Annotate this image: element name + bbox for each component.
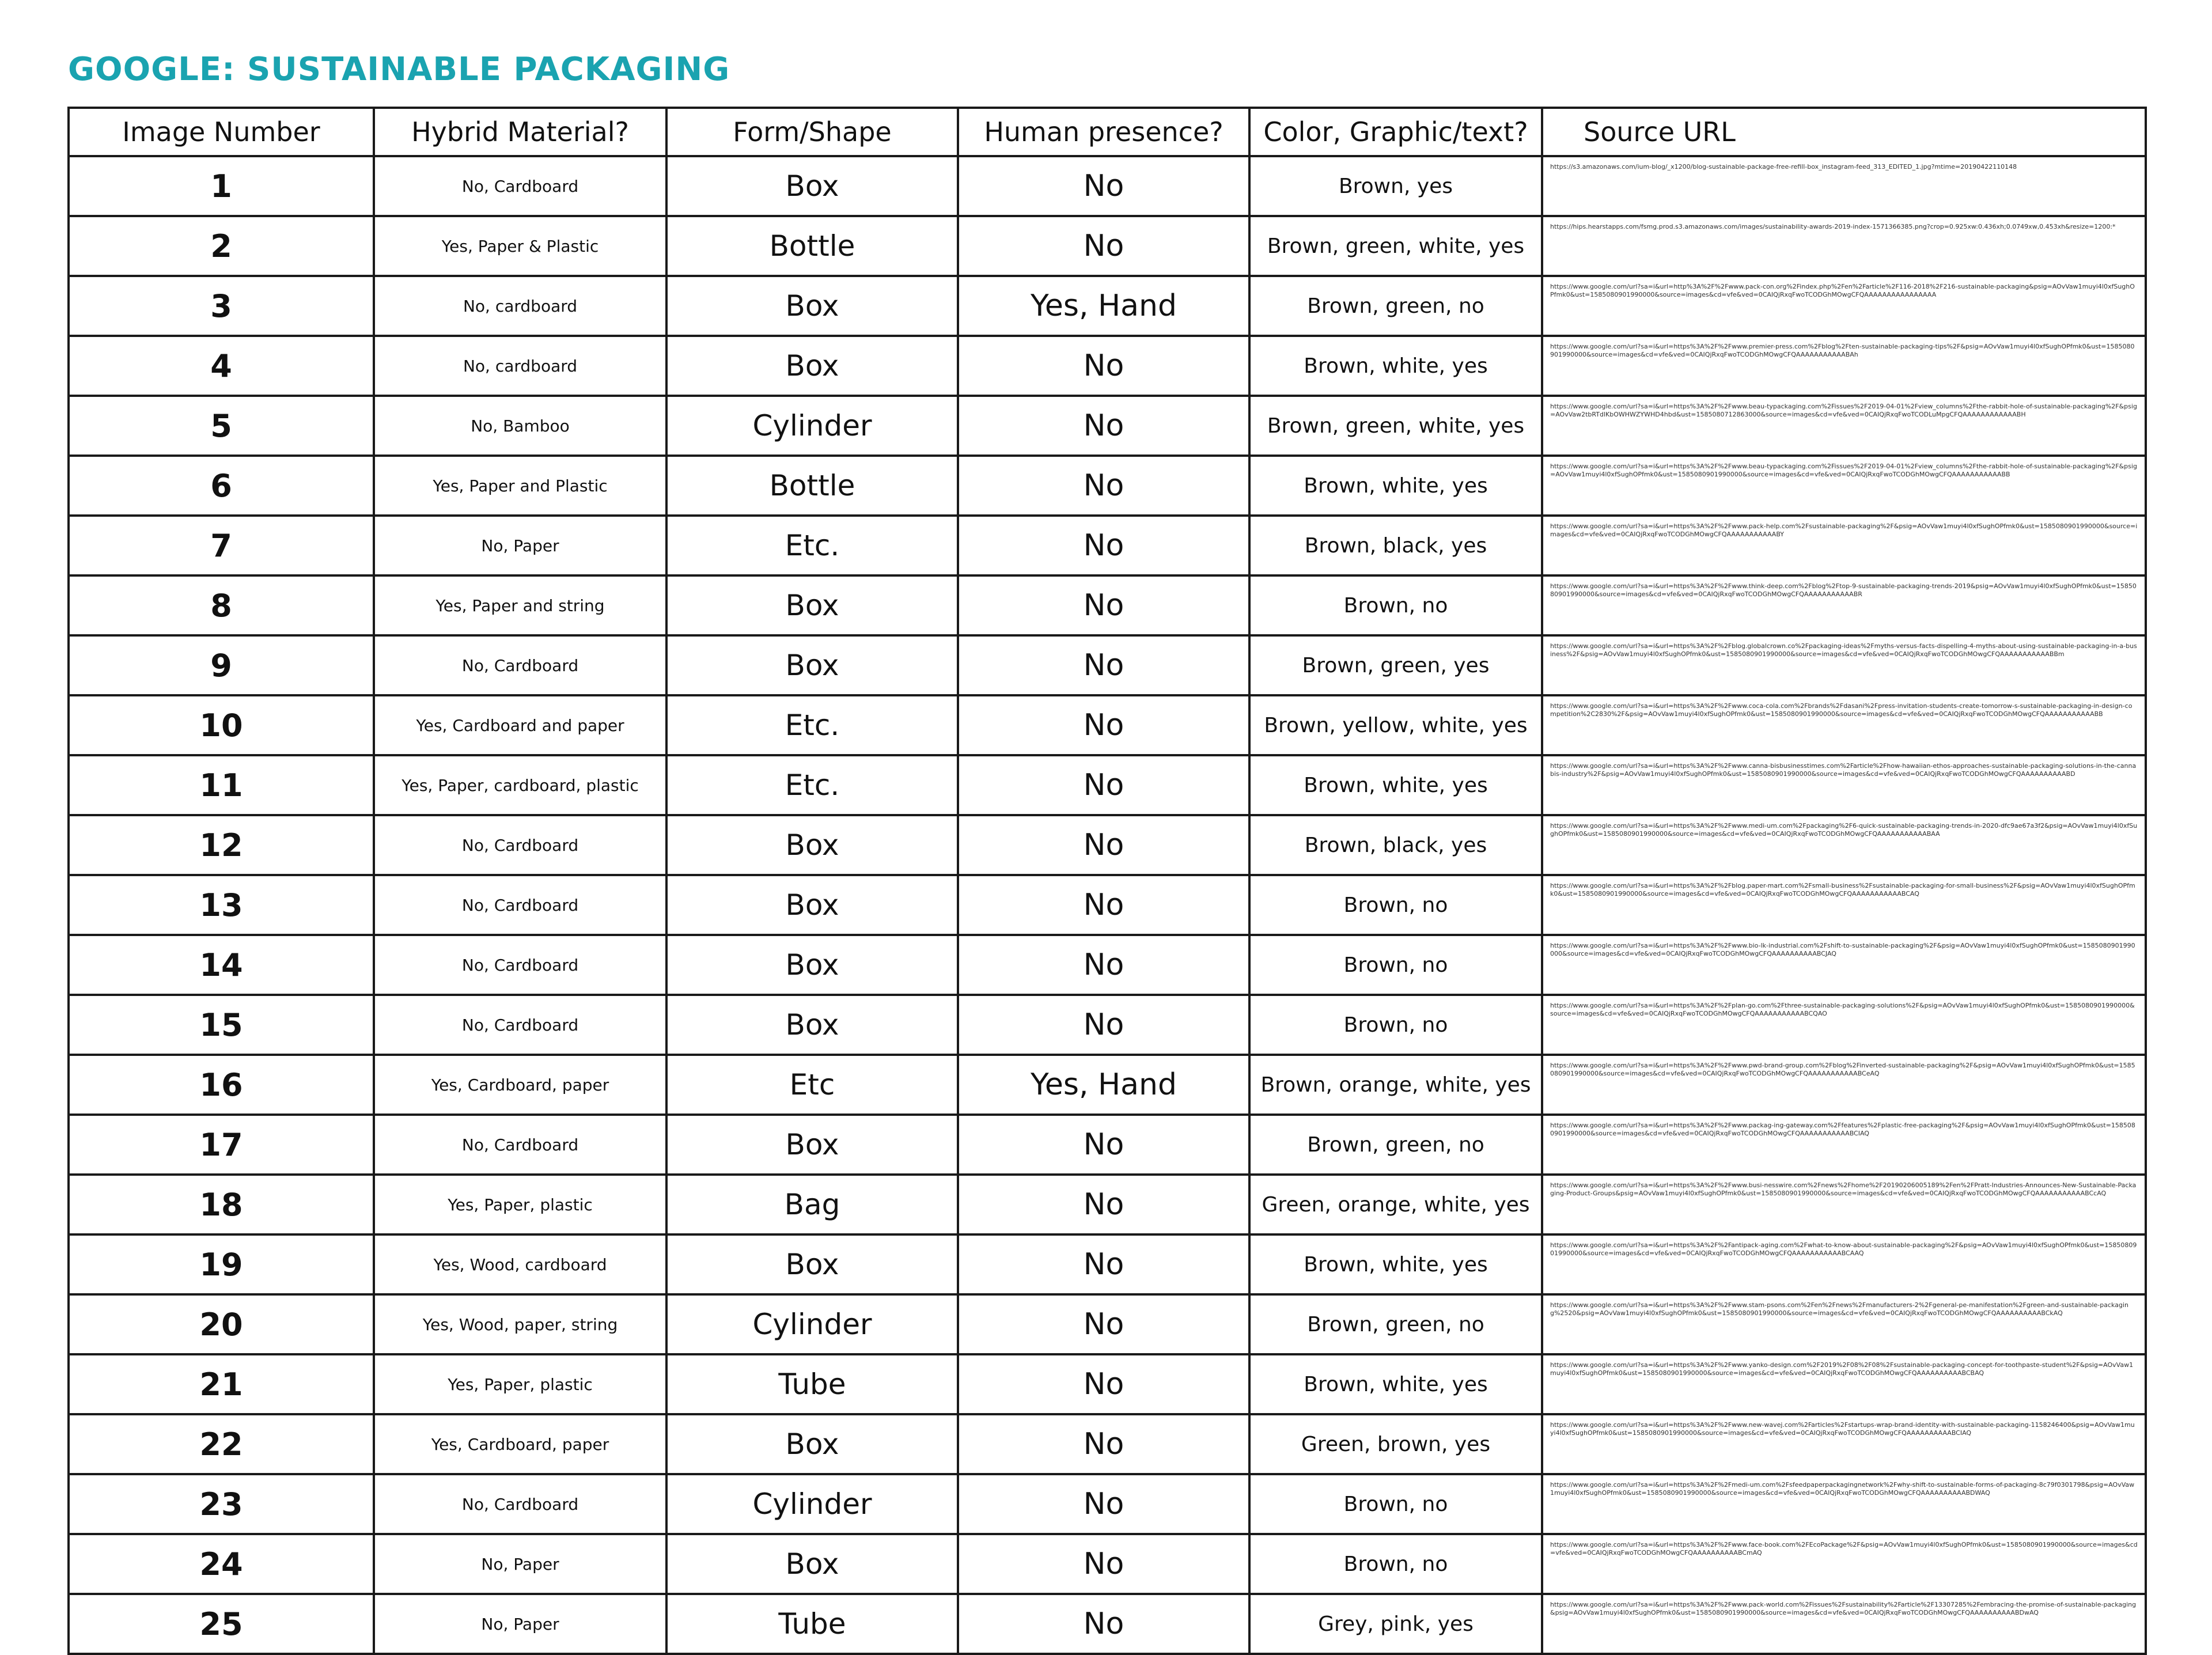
cell-human-presence: No — [958, 995, 1249, 1055]
cell-human-presence: Yes, Hand — [958, 1055, 1249, 1115]
source-url-link[interactable]: https://www.google.com/url?sa=i&url=https%3A%2F%2Fwww.coca-cola.com%2Fbrands%2Fdasani%2Fpress-invitation-students-create-tomorrow-s-sustainable-packaging-in-design-competition%2C2830%2F&psig=AOvVaw1muyi4l0xfSughOPfmk0&ust=1585080901990000&source=images&cd=vfe&ved=0CAIQjRxqFwoTCODGhMOwgCFQAAAAAAAAAAABB — [1550, 702, 2133, 718]
source-url-link[interactable]: https://s3.amazonaws.com/ium-blog/_x1200/blog-sustainable-package-free-refill-box_instagram-feed_313_EDITED_1.jpg?mtime=20190422110148 — [1550, 163, 2017, 171]
cell-form-shape: Bottle — [666, 216, 958, 276]
cell-hybrid-material: No, Cardboard — [374, 815, 666, 875]
cell-hybrid-material: No, Cardboard — [374, 995, 666, 1055]
cell-form-shape: Bottle — [666, 456, 958, 516]
cell-image-number: 20 — [69, 1294, 374, 1354]
table-row — [69, 516, 2146, 575]
cell-form-shape: Box — [666, 635, 958, 695]
cell-hybrid-material: Yes, Wood, paper, string — [374, 1294, 666, 1354]
cell-source-url — [1542, 396, 2146, 456]
cell-form-shape: Box — [666, 935, 958, 995]
source-url-link[interactable]: https://www.google.com/url?sa=i&url=https%3A%2F%2Fblog.globalcrown.co%2Fpackaging-ideas%2Fmyths-versus-facts-dispelling-4-myths-about-using-sustainable-packaging-in-a-business%2F&psig=AOvVaw1muyi4l0xfSughOPfmk0&ust=1585080901990000&source=images&cd=vfe&ved=0CAIQjRxqFwoTCODGhMOwgCFQAAAAAAAAAAABBm — [1550, 642, 2137, 658]
cell-human-presence: No — [958, 755, 1249, 815]
source-url-link[interactable]: https://www.google.com/url?sa=i&url=https%3A%2F%2Fwww.new-wavej.com%2Farticles%2Fstartups-wrap-brand-identity-with-sustainable-packaging-1158246400&psig=AOvVaw1muyi4l0xfSughOPfmk0&ust=1585080901990000&source=images&cd=vfe&ved=0CAIQjRxqFwoTCODGhMOwgCFQAAAAAAAAAABCIAQ — [1550, 1421, 2135, 1437]
table-row — [69, 1115, 2146, 1175]
table-row — [69, 1414, 2146, 1474]
header-human-presence: Human presence? — [958, 108, 1249, 156]
cell-image-number: 18 — [69, 1175, 374, 1234]
cell-source-url — [1542, 276, 2146, 336]
cell-color-graphic: Brown, no — [1249, 575, 1542, 635]
cell-hybrid-material: No, Cardboard — [374, 156, 666, 216]
cell-human-presence: No — [958, 695, 1249, 755]
header-form-shape: Form/Shape — [666, 108, 958, 156]
cell-color-graphic: Brown, black, yes — [1249, 516, 1542, 575]
cell-source-url — [1542, 336, 2146, 396]
packaging-table — [67, 107, 2147, 1655]
cell-image-number: 24 — [69, 1534, 374, 1594]
cell-source-url — [1542, 456, 2146, 516]
cell-image-number: 12 — [69, 815, 374, 875]
cell-form-shape: Bag — [666, 1175, 958, 1234]
table-row — [69, 456, 2146, 516]
cell-color-graphic: Brown, no — [1249, 875, 1542, 935]
source-url-link[interactable]: https://www.google.com/url?sa=i&url=https%3A%2F%2Fmedi-um.com%2Fsfeedpaperpackagingnetwork%2Fwhy-shift-to-sustainable-forms-of-packaging-8c79f0301798&psig=AOvVaw1muyi4l0xfSughOPfmk0&ust=1585080901990000&source=images&cd=vfe&ved=0CAIQjRxqFwoTCODGhMOwgCFQAAAAAAAAAABDWAQ — [1550, 1481, 2135, 1497]
cell-human-presence: No — [958, 1594, 1249, 1654]
cell-hybrid-material: No, Cardboard — [374, 935, 666, 995]
cell-hybrid-material: Yes, Paper, cardboard, plastic — [374, 755, 666, 815]
table-row — [69, 935, 2146, 995]
table-row — [69, 575, 2146, 635]
cell-human-presence: No — [958, 1414, 1249, 1474]
cell-hybrid-material: Yes, Cardboard, paper — [374, 1055, 666, 1115]
cell-image-number: 23 — [69, 1474, 374, 1534]
cell-form-shape: Cylinder — [666, 1294, 958, 1354]
source-url-link[interactable]: https://www.google.com/url?sa=i&url=https%3A%2F%2Fwww.packag-ing-gateway.com%2Ffeatures%2Fplastic-free-packaging%2F&psig=AOvVaw1muyi4l0xfSughOPfmk0&ust=1585080901990000&source=images&cd=vfe&ved=0CAIQjRxqFwoTCODGhMOwgCFQAAAAAAAAAAABCIAQ — [1550, 1122, 2135, 1137]
cell-form-shape: Tube — [666, 1354, 958, 1414]
table-row — [69, 1055, 2146, 1115]
cell-hybrid-material: No, cardboard — [374, 276, 666, 336]
table-row — [69, 336, 2146, 396]
cell-source-url — [1542, 755, 2146, 815]
cell-form-shape: Cylinder — [666, 1474, 958, 1534]
cell-source-url — [1542, 1055, 2146, 1115]
source-url-link[interactable]: https://www.google.com/url?sa=i&url=https%3A%2F%2Fwww.stam-psons.com%2Fen%2Fnews%2Fmanufacturers-2%2Fgeneral-pe-manifestation%2Fgreen-and-sustainable-packaging%2520&psig=AOvVaw1muyi4l0xfSughOPfmk0&ust=1585080901990000&source=images&cd=vfe&ved=0CAIQjRxqFwoTCODGhMOwgCFQAAAAAAAAAABCkAQ — [1550, 1301, 2128, 1317]
cell-source-url — [1542, 1234, 2146, 1294]
table-row — [69, 1294, 2146, 1354]
cell-form-shape: Tube — [666, 1594, 958, 1654]
cell-color-graphic: Brown, green, no — [1249, 276, 1542, 336]
cell-image-number: 25 — [69, 1594, 374, 1654]
cell-source-url — [1542, 1474, 2146, 1534]
cell-image-number: 14 — [69, 935, 374, 995]
table-row — [69, 276, 2146, 336]
cell-hybrid-material: No, Cardboard — [374, 1115, 666, 1175]
cell-color-graphic: Brown, no — [1249, 1534, 1542, 1594]
cell-human-presence: No — [958, 575, 1249, 635]
cell-color-graphic: Brown, green, yes — [1249, 635, 1542, 695]
cell-hybrid-material: No, Paper — [374, 516, 666, 575]
cell-source-url — [1542, 156, 2146, 216]
cell-color-graphic: Brown, black, yes — [1249, 815, 1542, 875]
cell-source-url — [1542, 1175, 2146, 1234]
source-url-link[interactable]: https://www.google.com/url?sa=i&url=https%3A%2F%2Fwww.premier-press.com%2Fblog%2Ften-sustainable-packaging-tips%2F&psig=AOvVaw1muyi4l0xfSughOPfmk0&ust=1585080901990000&source=images&cd=vfe&ved=0CAIQjRxqFwoTCODGhMOwgCFQAAAAAAAAAAABAh — [1550, 343, 2135, 358]
cell-color-graphic: Brown, white, yes — [1249, 1354, 1542, 1414]
cell-form-shape: Box — [666, 875, 958, 935]
cell-human-presence: No — [958, 1534, 1249, 1594]
cell-color-graphic: Brown, orange, white, yes — [1249, 1055, 1542, 1115]
cell-color-graphic: Brown, no — [1249, 995, 1542, 1055]
cell-image-number: 11 — [69, 755, 374, 815]
cell-source-url — [1542, 935, 2146, 995]
cell-hybrid-material: Yes, Paper and Plastic — [374, 456, 666, 516]
cell-image-number: 4 — [69, 336, 374, 396]
cell-hybrid-material: Yes, Wood, cardboard — [374, 1234, 666, 1294]
cell-source-url — [1542, 1534, 2146, 1594]
cell-image-number: 22 — [69, 1414, 374, 1474]
table-row — [69, 875, 2146, 935]
table-row — [69, 156, 2146, 216]
cell-form-shape: Box — [666, 815, 958, 875]
cell-human-presence: No — [958, 1234, 1249, 1294]
cell-human-presence: No — [958, 1354, 1249, 1414]
cell-human-presence: No — [958, 336, 1249, 396]
cell-color-graphic: Green, orange, white, yes — [1249, 1175, 1542, 1234]
cell-form-shape: Cylinder — [666, 396, 958, 456]
table-row — [69, 695, 2146, 755]
header-color-graphic: Color, Graphic/text? — [1249, 108, 1542, 156]
table-row — [69, 1594, 2146, 1654]
header-row — [69, 108, 2146, 156]
cell-hybrid-material: Yes, Paper, plastic — [374, 1175, 666, 1234]
cell-human-presence: No — [958, 875, 1249, 935]
cell-color-graphic: Brown, no — [1249, 935, 1542, 995]
cell-form-shape: Box — [666, 1534, 958, 1594]
cell-source-url — [1542, 1594, 2146, 1654]
cell-color-graphic: Brown, green, white, yes — [1249, 396, 1542, 456]
cell-image-number: 15 — [69, 995, 374, 1055]
source-url-link[interactable]: https://www.google.com/url?sa=i&url=https%3A%2F%2Fwww.bio-lk-industrial.com%2Fshift-to-sustainable-packaging%2F&psig=AOvVaw1muyi4l0xfSughOPfmk0&ust=1585080901990000&source=images&cd=vfe&ved=0CAIQjRxqFwoTCODGhMOwgCFQAAAAAAAAAABCJAQ — [1550, 942, 2135, 957]
table-row — [69, 1234, 2146, 1294]
table-row — [69, 1474, 2146, 1534]
cell-form-shape: Box — [666, 1414, 958, 1474]
table-row — [69, 635, 2146, 695]
cell-human-presence: No — [958, 635, 1249, 695]
cell-hybrid-material: Yes, Paper, plastic — [374, 1354, 666, 1414]
cell-hybrid-material: No, Cardboard — [374, 635, 666, 695]
cell-human-presence: Yes, Hand — [958, 276, 1249, 336]
cell-human-presence: No — [958, 456, 1249, 516]
cell-form-shape: Box — [666, 995, 958, 1055]
header-image-number: Image Number — [69, 108, 374, 156]
cell-image-number: 1 — [69, 156, 374, 216]
cell-source-url — [1542, 875, 2146, 935]
cell-image-number: 6 — [69, 456, 374, 516]
cell-form-shape: Etc. — [666, 755, 958, 815]
cell-form-shape: Box — [666, 1115, 958, 1175]
source-url-link[interactable]: https://www.google.com/url?sa=i&url=https%3A%2F%2Fblog.paper-mart.com%2Fsmall-business%2Fsustainable-packaging-for-small-business%2F&psig=AOvVaw1muyi4l0xfSughOPfmk0&ust=1585080901990000&source=images&cd=vfe&ved=0CAIQjRxqFwoTCODGhMOwgCFQAAAAAAAAAAABCAQ — [1550, 882, 2135, 897]
cell-image-number: 8 — [69, 575, 374, 635]
cell-color-graphic: Brown, white, yes — [1249, 456, 1542, 516]
cell-human-presence: No — [958, 516, 1249, 575]
cell-hybrid-material: Yes, Paper & Plastic — [374, 216, 666, 276]
cell-source-url — [1542, 1115, 2146, 1175]
cell-image-number: 13 — [69, 875, 374, 935]
cell-form-shape: Box — [666, 1234, 958, 1294]
source-url-link[interactable]: https://www.google.com/url?sa=i&url=https%3A%2F%2Fwww.pack-world.com%2Fissues%2Fsustainability%2Farticle%2F13307285%2Fembracing-the-promise-of-sustainable-packaging&psig=AOvVaw1muyi4l0xfSughOPfmk0&ust=1585080901990000&source=images&cd=vfe&ved=0CAIQjRxqFwoTCODGhMOwgCFQAAAAAAAAAABDwAQ — [1550, 1601, 2137, 1616]
source-url-link[interactable]: https://www.google.com/url?sa=i&url=https%3A%2F%2Fwww.beau-typackaging.com%2Fissues%2F2019-04-01%2Fview_columns%2Fthe-rabbit-hole-of-sustainable-packaging%2F&psig=AOvVaw2tbRTdlKbOWHWZYWHD4hbd&ust=1585080712863000&source=images&cd=vfe&ved=0CAIQjRxqFwoTCODLuMpgCFQAAAAAAAAAAAABH — [1550, 403, 2137, 418]
source-url-link[interactable]: https://www.google.com/url?sa=i&url=https%3A%2F%2Fwww.pwd-brand-group.com%2Fblog%2Finverted-sustainable-packaging%2F&psig=AOvVaw1muyi4l0xfSughOPfmk0&ust=1585080901990000&source=images&cd=vfe&ved=0CAIQjRxqFwoTCODGhMOwgCFQAAAAAAAAAAABCeAQ — [1550, 1062, 2135, 1077]
cell-image-number: 9 — [69, 635, 374, 695]
cell-source-url — [1542, 1354, 2146, 1414]
cell-form-shape: Etc — [666, 1055, 958, 1115]
cell-source-url — [1542, 1294, 2146, 1354]
cell-human-presence: No — [958, 815, 1249, 875]
cell-source-url — [1542, 695, 2146, 755]
cell-human-presence: No — [958, 1294, 1249, 1354]
cell-hybrid-material: Yes, Cardboard, paper — [374, 1414, 666, 1474]
source-url-link[interactable]: https://www.google.com/url?sa=i&url=https%3A%2F%2Fantipack-aging.com%2Fwhat-to-know-about-sustainable-packaging%2F&psig=AOvVaw1muyi4l0xfSughOPfmk0&ust=1585080901990000&source=images&cd=vfe&ved=0CAIQjRxqFwoTCODGhMOwgCFQAAAAAAAAAAABCAAQ — [1550, 1241, 2137, 1257]
cell-color-graphic: Brown, yes — [1249, 156, 1542, 216]
table-row — [69, 1175, 2146, 1234]
cell-color-graphic: Brown, white, yes — [1249, 1234, 1542, 1294]
source-url-link[interactable]: https://www.google.com/url?sa=i&url=https%3A%2F%2Fwww.pack-help.com%2Fsustainable-packaging%2F&psig=AOvVaw1muyi4l0xfSughOPfmk0&ust=1585080901990000&source=images&cd=vfe&ved=0CAIQjRxqFwoTCODGhMOwgCFQAAAAAAAAAAABY — [1550, 522, 2138, 538]
cell-image-number: 21 — [69, 1354, 374, 1414]
cell-source-url — [1542, 1414, 2146, 1474]
cell-hybrid-material: No, Cardboard — [374, 875, 666, 935]
cell-color-graphic: Grey, pink, yes — [1249, 1594, 1542, 1654]
source-url-link[interactable]: https://www.google.com/url?sa=i&url=http%3A%2F%2Fwww.pack-con.org%2Findex.php%2Fen%2Farticle%2F116-2018%2F216-sustainable-packaging&psig=AOvVaw1muyi4l0xfSughOPfmk0&ust=1585080901990000&source=images&cd=vfe&ved=0CAIQjRxqFwoTCODGhMOwgCFQAAAAAAAAAAAAAAAA — [1550, 283, 2135, 298]
cell-hybrid-material: No, Paper — [374, 1594, 666, 1654]
cell-form-shape: Box — [666, 156, 958, 216]
cell-image-number: 7 — [69, 516, 374, 575]
source-url-link[interactable]: https://www.google.com/url?sa=i&url=https%3A%2F%2Fwww.busi-nesswire.com%2Fnews%2Fhome%2F20190206005189%2Fen%2FPratt-Industries-Announces-New-Sustainable-Packaging-Product-Groups&psig=AOvVaw1muyi4l0xfSughOPfmk0&ust=1585080901990000&source=images&cd=vfe&ved=0CAIQjRxqFwoTCODGhMOwgCFQAAAAAAAAAAABCcAQ — [1550, 1181, 2137, 1197]
source-url-link[interactable]: https://www.google.com/url?sa=i&url=https%3A%2F%2Fwww.medi-um.com%2Fpackaging%2F6-quick-sustainable-packaging-trends-in-2020-dfc9ae67a3f2&psig=AOvVaw1muyi4l0xfSughOPfmk0&ust=1585080901990000&source=images&cd=vfe&ved=0CAIQjRxqFwoTCODGhMOwgCFQAAAAAAAAAAABAA — [1550, 822, 2138, 838]
cell-image-number: 2 — [69, 216, 374, 276]
cell-form-shape: Etc. — [666, 516, 958, 575]
cell-image-number: 10 — [69, 695, 374, 755]
table-row — [69, 995, 2146, 1055]
source-url-link[interactable]: https://www.google.com/url?sa=i&url=https%3A%2F%2Fwww.beau-typackaging.com%2Fissues%2F2019-04-01%2Fview_columns%2Fthe-rabbit-hole-of-sustainable-packaging%2F&psig=AOvVaw1muyi4l0xfSughOPfmk0&ust=1585080901990000&source=images&cd=vfe&ved=0CAIQjRxqFwoTCODGhMOwgCFQAAAAAAAAAAABB — [1550, 463, 2137, 478]
cell-human-presence: No — [958, 1115, 1249, 1175]
source-url-link[interactable]: https://www.google.com/url?sa=i&url=https%3A%2F%2Fwww.yanko-design.com%2F2019%2F08%2F08%2Fsustainable-packaging-concept-for-toothpaste-student%2F&psig=AOvVaw1muyi4l0xfSughOPfmk0&ust=1585080901990000&source=images&cd=vfe&ved=0CAIQjRxqFwoTCODGhMOwgCFQAAAAAAAAAABCBAQ — [1550, 1361, 2134, 1377]
cell-form-shape: Box — [666, 575, 958, 635]
table-row — [69, 815, 2146, 875]
table-row — [69, 216, 2146, 276]
cell-source-url — [1542, 216, 2146, 276]
cell-color-graphic: Brown, no — [1249, 1474, 1542, 1534]
cell-human-presence: No — [958, 1175, 1249, 1234]
table-row — [69, 1354, 2146, 1414]
cell-source-url — [1542, 516, 2146, 575]
cell-color-graphic: Brown, green, white, yes — [1249, 216, 1542, 276]
cell-color-graphic: Brown, yellow, white, yes — [1249, 695, 1542, 755]
table-row — [69, 1534, 2146, 1594]
cell-source-url — [1542, 995, 2146, 1055]
source-url-link[interactable]: https://www.google.com/url?sa=i&url=https%3A%2F%2Fwww.think-deep.com%2Fblog%2Ftop-9-sustainable-packaging-trends-2019&psig=AOvVaw1muyi4l0xfSughOPfmk0&ust=1585080901990000&source=images&cd=vfe&ved=0CAIQjRxqFwoTCODGhMOwgCFQAAAAAAAAAAABR — [1550, 582, 2137, 598]
cell-color-graphic: Brown, white, yes — [1249, 336, 1542, 396]
cell-hybrid-material: Yes, Cardboard and paper — [374, 695, 666, 755]
cell-form-shape: Box — [666, 336, 958, 396]
cell-color-graphic: Brown, green, no — [1249, 1294, 1542, 1354]
cell-source-url — [1542, 575, 2146, 635]
cell-image-number: 16 — [69, 1055, 374, 1115]
cell-hybrid-material: No, Paper — [374, 1534, 666, 1594]
cell-human-presence: No — [958, 935, 1249, 995]
source-url-link[interactable]: https://www.google.com/url?sa=i&url=https%3A%2F%2Fwww.face-book.com%2FEcoPackage%2F&psig=AOvVaw1muyi4l0xfSughOPfmk0&ust=1585080901990000&source=images&cd=vfe&ved=0CAIQjRxqFwoTCODGhMOwgCFQAAAAAAAAAABCmAQ — [1550, 1541, 2138, 1556]
cell-image-number: 3 — [69, 276, 374, 336]
cell-human-presence: No — [958, 156, 1249, 216]
cell-hybrid-material: Yes, Paper and string — [374, 575, 666, 635]
cell-human-presence: No — [958, 216, 1249, 276]
header-hybrid-material: Hybrid Material? — [374, 108, 666, 156]
cell-image-number: 17 — [69, 1115, 374, 1175]
cell-image-number: 5 — [69, 396, 374, 456]
source-url-link[interactable]: https://www.google.com/url?sa=i&url=https%3A%2F%2Fplan-go.com%2Fthree-sustainable-packaging-solutions%2F&psig=AOvVaw1muyi4l0xfSughOPfmk0&ust=1585080901990000&source=images&cd=vfe&ved=0CAIQjRxqFwoTCODGhMOwgCFQAAAAAAAAAAABCQAO — [1550, 1002, 2135, 1017]
cell-source-url — [1542, 815, 2146, 875]
cell-source-url — [1542, 635, 2146, 695]
page-title: GOOGLE: SUSTAINABLE PACKAGING — [68, 51, 730, 88]
header-source-url: Source URL — [1542, 108, 2146, 156]
cell-color-graphic: Green, brown, yes — [1249, 1414, 1542, 1474]
cell-color-graphic: Brown, white, yes — [1249, 755, 1542, 815]
table-row — [69, 755, 2146, 815]
cell-form-shape: Etc. — [666, 695, 958, 755]
table-row — [69, 396, 2146, 456]
cell-form-shape: Box — [666, 276, 958, 336]
cell-human-presence: No — [958, 396, 1249, 456]
source-url-link[interactable]: https://hips.hearstapps.com/fsmg.prod.s3.amazonaws.com/images/sustainability-awards-2019-index-1571366385.png?crop=0.925xw:0.436xh;0.0749xw,0.453xh&resize=1200:* — [1550, 223, 2116, 230]
cell-human-presence: No — [958, 1474, 1249, 1534]
cell-hybrid-material: No, Cardboard — [374, 1474, 666, 1534]
cell-image-number: 19 — [69, 1234, 374, 1294]
cell-color-graphic: Brown, green, no — [1249, 1115, 1542, 1175]
source-url-link[interactable]: https://www.google.com/url?sa=i&url=https%3A%2F%2Fwww.canna-bisbusinesstimes.com%2Farticle%2Fhow-hawaiian-ethos-approaches-sustainable-packaging-solutions-in-the-cannabis-industry%2F&psig=AOvVaw1muyi4l0xfSughOPfmk0&ust=1585080901990000&source=images&cd=vfe&ved=0CAIQjRxqFwoTCODGhMOwgCFQAAAAAAAAAABD — [1550, 762, 2137, 778]
cell-hybrid-material: No, Bamboo — [374, 396, 666, 456]
cell-hybrid-material: No, cardboard — [374, 336, 666, 396]
